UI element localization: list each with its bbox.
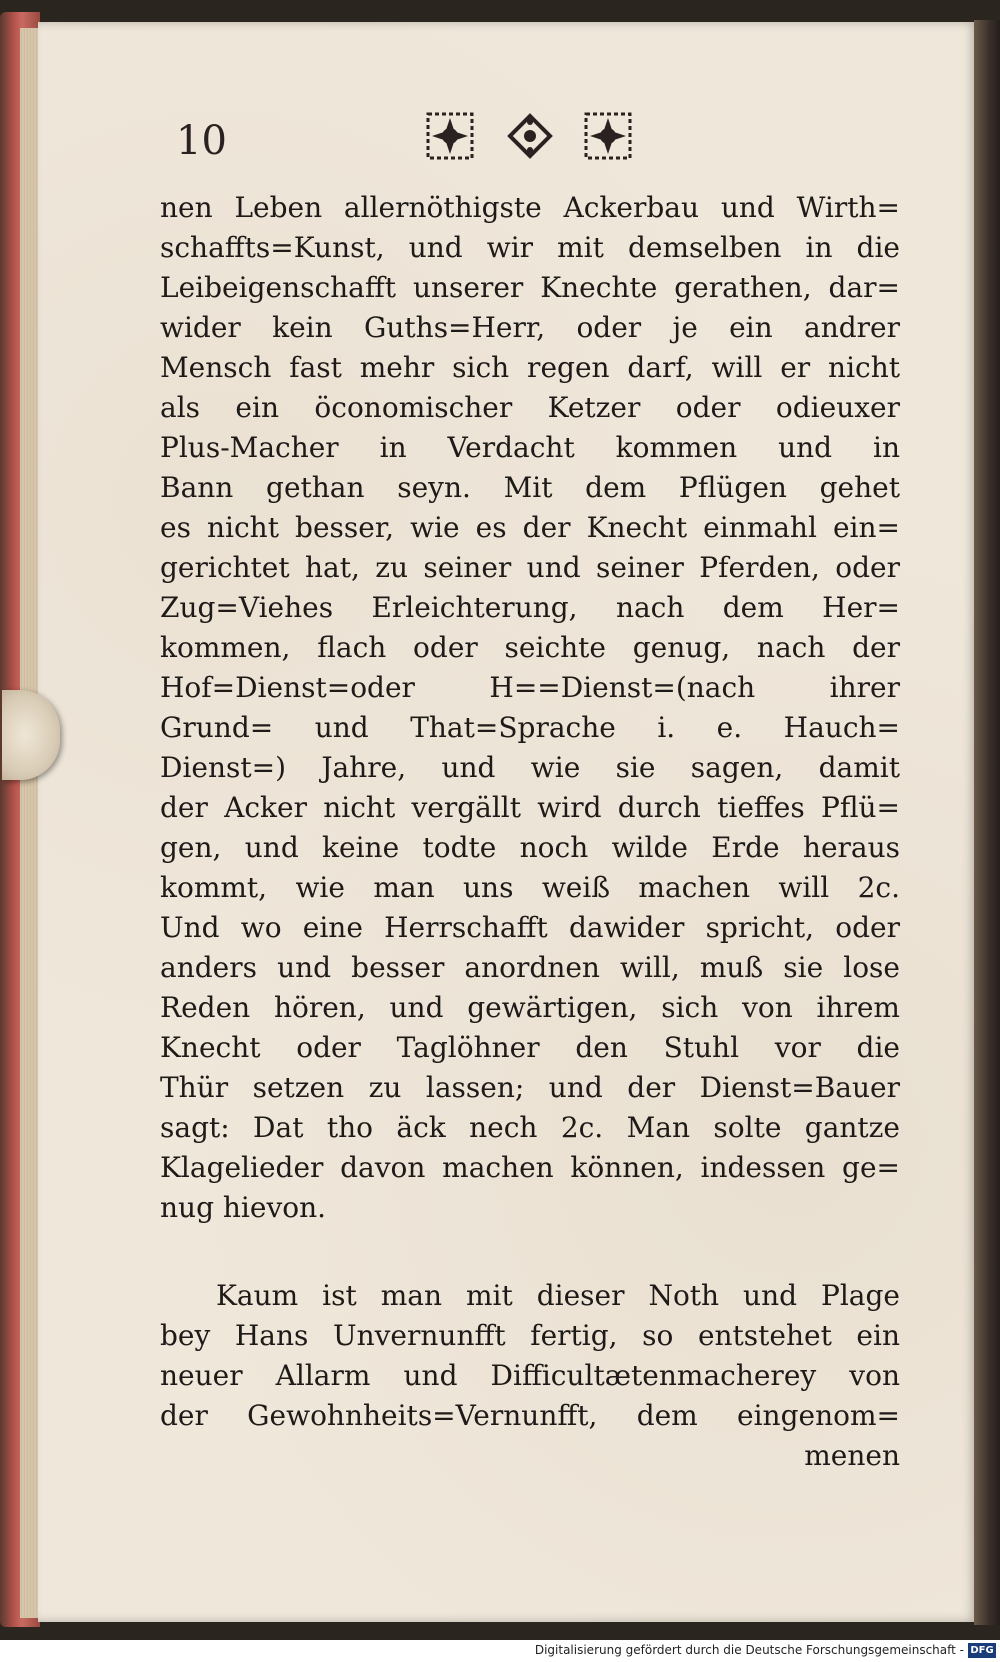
diamond-flower-ornament-icon xyxy=(506,112,554,160)
catchword: menen xyxy=(804,1439,900,1472)
page-header xyxy=(176,112,676,172)
square-flower-ornament-icon xyxy=(584,112,632,160)
text-line: Leibeigenschafft unserer Knechte gerathen, dar= xyxy=(160,271,900,304)
text-line: Mensch fast mehr sich regen darf, will er nicht xyxy=(160,351,900,384)
text-line: Zug=Viehes Erleichterung, nach dem Her= xyxy=(160,591,900,624)
text-line: Dienst=) Jahre, und wie sie sagen, damit xyxy=(160,751,900,784)
text-line: Plus-Macher in Verdacht kommen und in xyxy=(160,431,900,464)
body-text xyxy=(160,188,900,1476)
text-line: kommen, flach oder seichte genug, nach der xyxy=(160,631,900,664)
text-line: schaffts=Kunst, und wir mit demselben in die xyxy=(160,231,900,264)
text-line: kommt, wie man uns weiß machen will 2c. xyxy=(160,871,900,904)
text-line: der Gewohnheits=Vernunfft, dem eingenom= xyxy=(160,1399,900,1432)
text-line: Und wo eine Herrschafft dawider spricht, oder xyxy=(160,911,900,944)
digitization-footer xyxy=(0,1640,1000,1662)
text-line: bey Hans Unvernunfft fertig, so entstehet ein xyxy=(160,1319,900,1352)
text-line: gen, und keine todte noch wilde Erde heraus xyxy=(160,831,900,864)
text-line: als ein öconomischer Ketzer oder odieuxer xyxy=(160,391,900,424)
text-line: gerichtet hat, zu seiner und seiner Pferden, oder xyxy=(160,551,900,584)
text-line: Bann gethan seyn. Mit dem Pflügen gehet xyxy=(160,471,900,504)
text-line: der Acker nicht vergällt wird durch tieffes Pflü= xyxy=(160,791,900,824)
text-line: nen Leben allernöthigste Ackerbau und Wirth= xyxy=(160,191,900,224)
catchword-row xyxy=(160,1436,900,1476)
text-line: Hof=Dienst=oder H==Dienst=(nach ihrer xyxy=(160,671,900,704)
page-number: 10 xyxy=(176,118,227,164)
text-line: nug hievon. xyxy=(160,1191,327,1224)
text-line: es nicht besser, wie es der Knecht einmahl ein= xyxy=(160,511,900,544)
text-line: Thür setzen zu lassen; und der Dienst=Bauer xyxy=(160,1071,900,1104)
text-line: Klagelieder davon machen können, indessen ge= xyxy=(160,1151,900,1184)
text-line: Reden hören, und gewärtigen, sich von ihrem xyxy=(160,991,900,1024)
funding-credit: Digitalisierung gefördert durch die Deutsche Forschungsgemeinschaft - xyxy=(534,1643,964,1657)
text-line: Grund= und That=Sprache i. e. Hauch= xyxy=(160,711,900,744)
book-spine-edge xyxy=(974,20,1000,1625)
text-line: neuer Allarm und Difficultætenmacherey von xyxy=(160,1359,900,1392)
text-line: sagt: Dat tho äck nech 2c. Man solte gantze xyxy=(160,1111,900,1144)
text-line: Knecht oder Taglöhner den Stuhl vor die xyxy=(160,1031,900,1064)
dfg-logo-icon: DFG xyxy=(968,1643,996,1658)
paragraph-gap xyxy=(160,1228,900,1276)
text-line: Kaum ist man mit dieser Noth und Plage xyxy=(216,1279,900,1312)
square-flower-ornament-icon xyxy=(426,112,474,160)
text-line: anders und besser anordnen will, muß sie lose xyxy=(160,951,900,984)
text-line: wider kein Guths=Herr, oder je ein andrer xyxy=(160,311,900,344)
